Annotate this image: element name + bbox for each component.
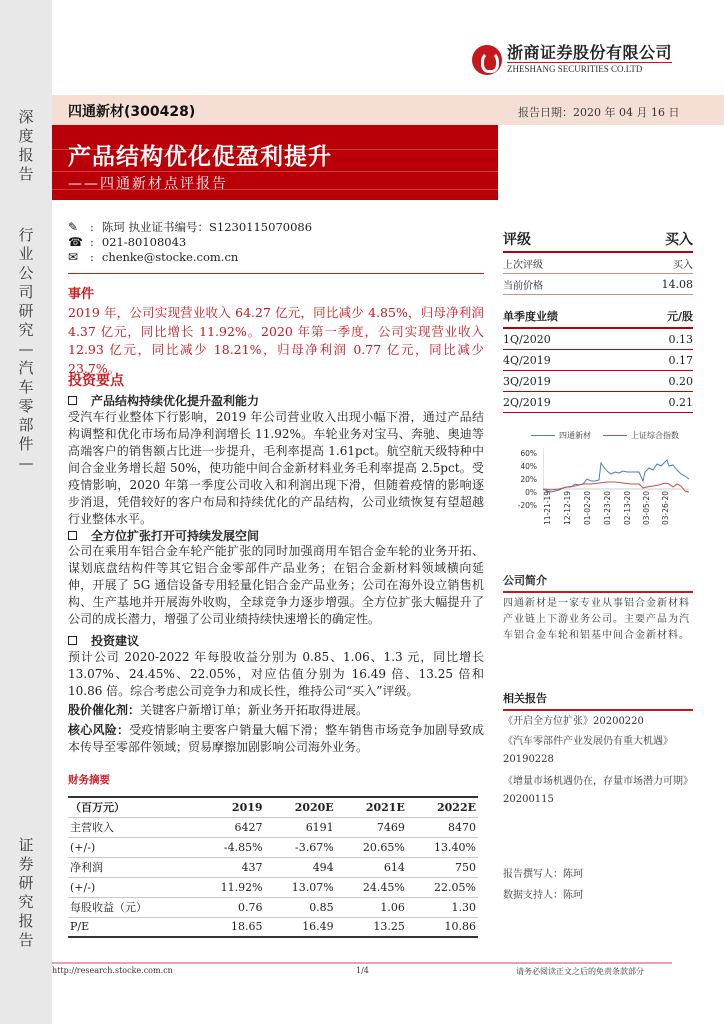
- company-logo: [472, 44, 672, 75]
- footer-disclaimer: 请务必阅读正文之后的免责条款部分: [516, 967, 644, 976]
- pen-icon: ✎: [68, 220, 79, 234]
- event-title: 事件: [68, 287, 95, 302]
- analyst-email-row: ✉ : chenke@stocke.com.cn: [68, 250, 239, 264]
- footer-divider: [52, 962, 672, 964]
- stock-ticker: 四通新材(300428): [68, 104, 196, 120]
- point-2-text: 公司在乘用车铝合金车轮产能扩张的同时加强商用车铝合金车轮的业务开拓、谋划底盘结构件等其它铝合金零部件产品业务；在铝合金新材料领域横向延伸，开展了 5G 通信设备专用轻量化铝合金产品业务；公司在海外设立销售机构、生产基地并开展海外收购，全球竞争力逐步增强。全方位扩张大幅提升了公司的成长潜力，增强了公司业绩持续快速增长的确定性。: [68, 544, 484, 626]
- analyst-name-row: ✎ : 陈珂 执业证书编号：S1230115070086: [68, 220, 313, 234]
- data-supporter: 数据支持人：陈珂: [503, 890, 583, 901]
- zheshang-logo-icon: [472, 45, 502, 75]
- checkbox-bullet-icon: [68, 396, 77, 405]
- divider: [68, 273, 484, 274]
- phone-icon: ☎: [68, 235, 83, 249]
- financials-title: 财务摘要: [68, 774, 110, 786]
- stock-performance-chart: 四通新材 上证综合指数 60% 40% 20% 0% -20% 11-21-19 12-12-19 01-02-20 01-23-20 02-13-20 03-05-20 03-26-20: [503, 428, 693, 538]
- chart-legend: 四通新材 上证综合指数: [531, 430, 679, 441]
- rating-row-price: 当前价格 14.08: [503, 274, 693, 295]
- authors: [503, 864, 693, 906]
- table-row: (+/-) -4.85% -3.67% 20.65% 13.40%: [68, 837, 478, 857]
- catalyst-text: 股价催化剂：关键客户新增订单；新业务开拓取得进展。: [68, 703, 369, 717]
- table-row: 净利润 437 494 614 750: [68, 857, 478, 877]
- investment-title: 投资要点: [68, 373, 124, 389]
- related-report-item[interactable]: 《汽车零部件产业发展仍有重大机遇》20190228: [503, 736, 673, 765]
- company-intro-text: 四通新材是一家专业从事铝合金新材料产业链上下游业务公司。主要产品为汽车铝合金车轮和铝基中间合金新材料。: [503, 598, 690, 641]
- point-1-heading: 产品结构持续优化提升盈利能力: [68, 392, 259, 409]
- side-label-report-type: 深度报告: [18, 108, 34, 183]
- analyst-phone-row: ☎ : 021-80108043: [68, 235, 187, 249]
- related-report-item[interactable]: 《开启全方位扩张》20200220: [503, 716, 644, 727]
- point-3-heading: 投资建议: [68, 632, 139, 649]
- eps-header: 单季度业绩 元/股: [503, 308, 693, 329]
- checkbox-bullet-icon: [68, 636, 77, 645]
- analyst-name: 陈珂 执业证书编号：S1230115070086: [101, 220, 313, 234]
- related-report-item[interactable]: 《增量市场机遇仍在，存量市场潜力可期》20200115: [503, 776, 693, 805]
- report-date: 报告日期：2020 年 04 月 16 日: [518, 106, 680, 119]
- report-writer: 报告撰写人：陈珂: [503, 869, 583, 880]
- side-label-securities: 证券研究报告: [18, 836, 34, 949]
- table-row: 每股收益（元） 0.76 0.85 1.06 1.30: [68, 897, 478, 917]
- company-intro: 公司简介 四通新材是一家专业从事铝合金新材料产业链上下游业务公司。主要产品为汽车铝合金车轮和铝基中间合金新材料。: [503, 572, 693, 644]
- logo-name-cn: 浙商证券股份有限公司: [507, 43, 673, 62]
- analyst-phone: 021-80108043: [101, 235, 187, 249]
- rating-value: 买入: [665, 232, 693, 248]
- report-title: 产品结构优化促盈利提升: [68, 144, 332, 170]
- point-1-text: 受汽车行业整体下行影响，2019 年公司营业收入出现小幅下滑，通过产品结构调整和优化市场布局净利润增长 11.92%。车轮业务对宝马、奔驰、奥迪等高端客户的销售额占比进一步提升，毛利率提高 1.61pct。航空航天级特种中间合金业务增长超 50%，使功能中间合金新材料业务毛利率提高 2.5pct。受疫情影响，2020 年第一季度公司收入和利润出现下滑，但随着疫情的影响逐步消退，凭借较好的客户布局和持续优化的产品结构，公司业绩恢复有望超越行业整体水平。: [68, 410, 484, 526]
- quarterly-eps-panel: [503, 308, 693, 413]
- report-subtitle: ——四通新材点评报告: [68, 176, 228, 192]
- logo-name-en: ZHESHANG SECURITIES CO.LTD: [507, 64, 643, 74]
- financial-summary-table: [68, 796, 478, 938]
- table-row: P/E 18.65 16.49 13.25 10.86: [68, 917, 478, 937]
- rating-header: 评级 买入: [503, 229, 693, 253]
- side-label-industry: 行业公司研究—汽车零部件—: [18, 226, 34, 472]
- table-row: 主营收入 6427 6191 7469 8470: [68, 817, 478, 837]
- eps-row: 3Q/2019 0.20: [503, 371, 693, 392]
- checkbox-bullet-icon: [68, 531, 77, 540]
- table-header-row: （百万元） 2019 2020E 2021E 2022E: [68, 797, 478, 817]
- mail-icon: ✉: [68, 250, 79, 264]
- analyst-email[interactable]: chenke@stocke.com.cn: [101, 250, 239, 264]
- page-number: 1/4: [356, 966, 369, 975]
- related-reports: 相关报告 《开启全方位扩张》20200220 《汽车零部件产业发展仍有重大机遇》20190228 《增量市场机遇仍在，存量市场潜力可期》20200115: [503, 690, 693, 809]
- event-text: 2019 年，公司实现营业收入 64.27 亿元，同比减少 4.85%，归母净利润 4.37 亿元，同比增长 11.92%。2020 年第一季度，公司实现营业收入 12.93 亿元，同比减少 18.21%，归母净利润 0.77 亿元，同比减少 23.7%。: [68, 305, 484, 376]
- footer-url[interactable]: http://research.stocke.com.cn: [52, 966, 173, 975]
- table-row: (+/-) 11.92% 13.07% 24.45% 22.05%: [68, 877, 478, 897]
- point-3-text: 预计公司 2020-2022 年每股收益分别为 0.85、1.06、1.3 元，同比增长 13.07%、24.45%、22.05%，对应估值分别为 16.49 倍、13.25 倍和 10.86 倍。综合考虑公司竞争力和成长性，维持公司“买入”评级。: [68, 650, 484, 698]
- point-2-heading: 全方位扩张打开可持续发展空间: [68, 527, 259, 544]
- eps-row: 1Q/2020 0.13: [503, 329, 693, 350]
- rating-panel: [503, 229, 693, 295]
- risk-text: 核心风险：受疫情影响主要客户销量大幅下滑；整车销售市场竞争加剧导致成本传导至零部件领域；贸易摩擦加剧影响公司海外业务。: [68, 723, 484, 754]
- eps-row: 4Q/2019 0.17: [503, 350, 693, 371]
- eps-row: 2Q/2019 0.21: [503, 392, 693, 413]
- rating-row-previous: 上次评级 买入: [503, 253, 693, 274]
